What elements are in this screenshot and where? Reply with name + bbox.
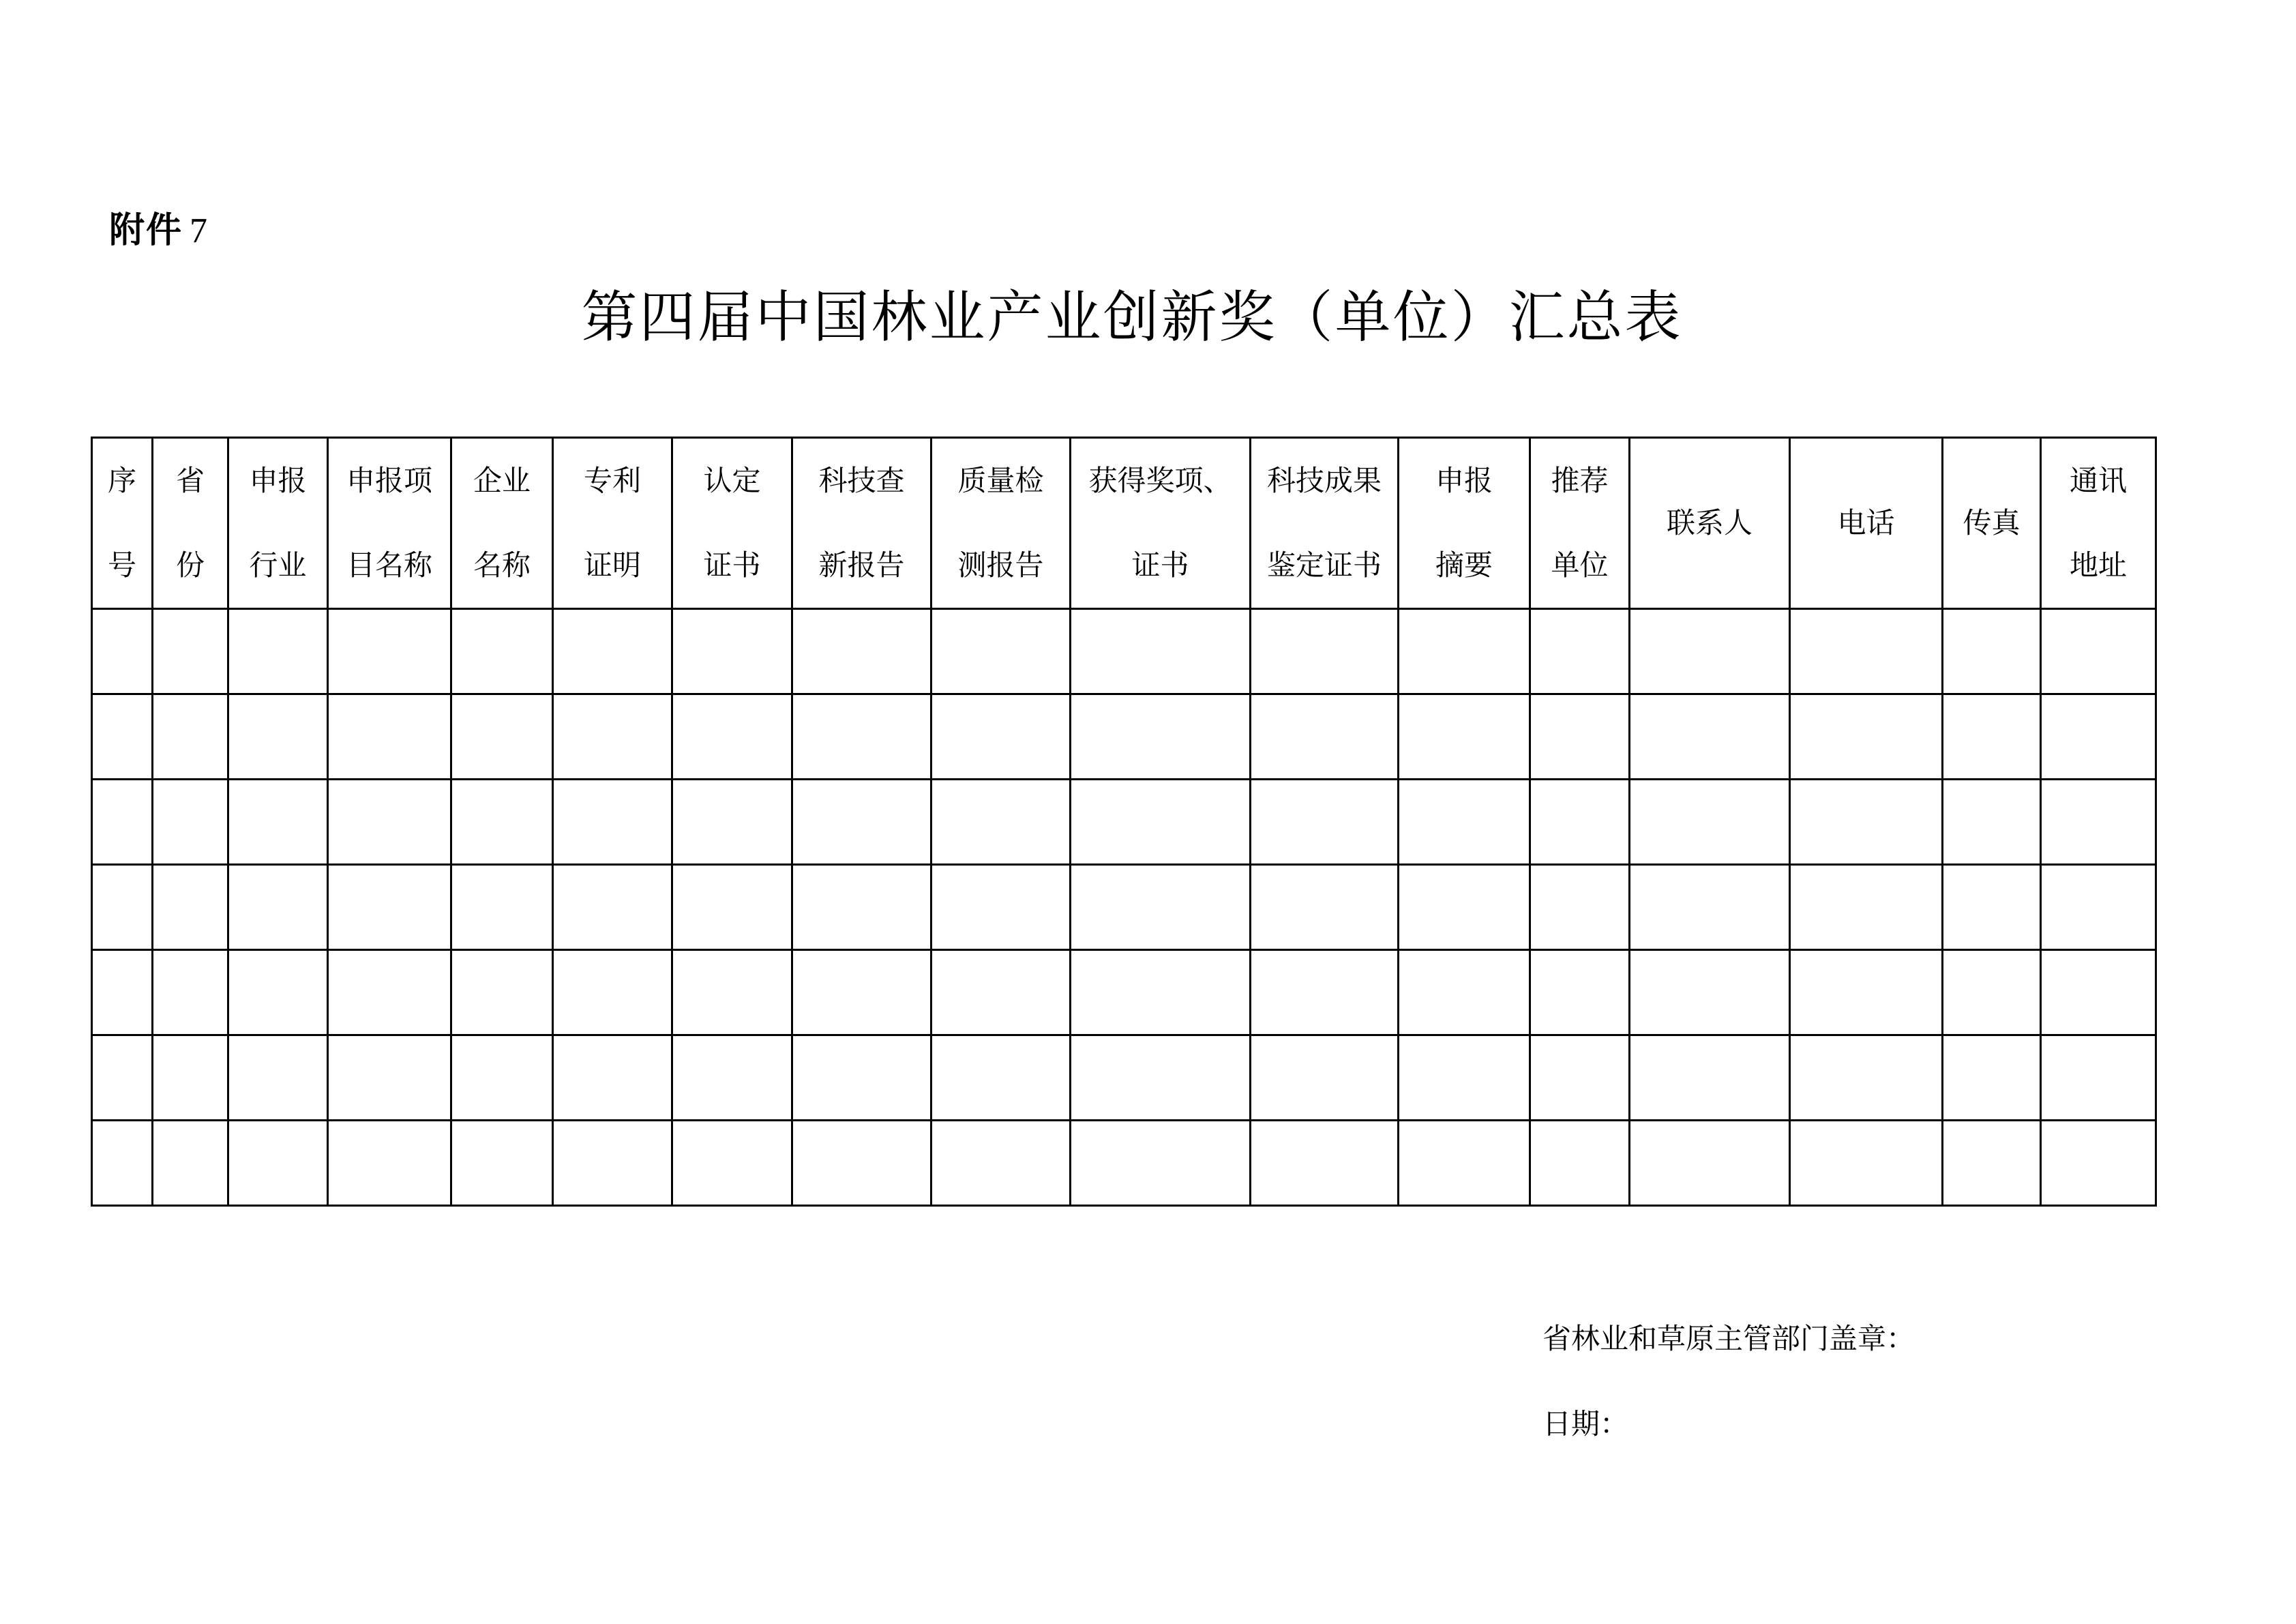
table-cell[interactable]: [1399, 694, 1530, 780]
stamp-label: 省林业和草原主管部门盖章：: [1542, 1322, 1915, 1355]
table-cell[interactable]: [931, 780, 1071, 865]
table-row: [92, 780, 2156, 865]
table-cell[interactable]: [1251, 1121, 1399, 1206]
table-row: [92, 865, 2156, 950]
table-cell[interactable]: [1943, 865, 2041, 950]
summary-table: [91, 437, 2157, 1207]
table-cell[interactable]: [92, 950, 153, 1035]
table-cell[interactable]: [1071, 694, 1251, 780]
table-cell[interactable]: [1530, 950, 1630, 1035]
header-cell-recommender: 推荐 单位: [1530, 438, 1630, 609]
table-cell[interactable]: [2041, 865, 2156, 950]
table-cell[interactable]: [328, 780, 451, 865]
table-cell[interactable]: [228, 780, 328, 865]
table-cell[interactable]: [1943, 780, 2041, 865]
table-cell[interactable]: [553, 609, 672, 694]
table-cell[interactable]: [1530, 609, 1630, 694]
table-cell[interactable]: [2041, 694, 2156, 780]
table-cell[interactable]: [451, 780, 553, 865]
table-cell[interactable]: [553, 780, 672, 865]
table-cell[interactable]: [451, 694, 553, 780]
table-cell[interactable]: [153, 694, 228, 780]
table-cell[interactable]: [1943, 694, 2041, 780]
header-cell-company-name: 企业 名称: [451, 438, 553, 609]
table-cell[interactable]: [1530, 694, 1630, 780]
table-cell[interactable]: [328, 865, 451, 950]
attachment-label: [109, 201, 209, 252]
table-body: [92, 609, 2156, 1206]
header-cell-certification: 认定 证书: [672, 438, 792, 609]
header-cell-fax: 传真: [1943, 438, 2041, 609]
table-cell[interactable]: [1943, 609, 2041, 694]
header-cell-quality-report: 质量检 测报告: [931, 438, 1071, 609]
table-cell[interactable]: [1071, 1035, 1251, 1121]
table-cell[interactable]: [1399, 950, 1530, 1035]
table-cell[interactable]: [553, 1035, 672, 1121]
table-cell[interactable]: [931, 1121, 1071, 1206]
table-cell[interactable]: [1943, 1121, 2041, 1206]
table-cell[interactable]: [2041, 1035, 2156, 1121]
table-cell[interactable]: [92, 865, 153, 950]
table-cell[interactable]: [153, 865, 228, 950]
table-cell[interactable]: [672, 865, 792, 950]
table-cell[interactable]: [1071, 609, 1251, 694]
header-cell-contact: 联系人: [1630, 438, 1790, 609]
table-cell[interactable]: [553, 865, 672, 950]
attachment-text: 附件: [109, 210, 183, 251]
table-cell[interactable]: [1790, 1121, 1943, 1206]
table-cell[interactable]: [2041, 950, 2156, 1035]
table-cell[interactable]: [931, 865, 1071, 950]
date-label: 日期：: [1542, 1407, 1629, 1441]
table-cell[interactable]: [1399, 1035, 1530, 1121]
table-cell[interactable]: [931, 609, 1071, 694]
table-cell[interactable]: [228, 694, 328, 780]
table-cell[interactable]: [931, 1035, 1071, 1121]
table-cell[interactable]: [1630, 865, 1790, 950]
table-cell[interactable]: [1251, 780, 1399, 865]
table-row: [92, 950, 2156, 1035]
table-cell[interactable]: [451, 950, 553, 1035]
table-cell[interactable]: [553, 1121, 672, 1206]
header-cell-awards: 获得奖项、 证书: [1071, 438, 1251, 609]
header-cell-appraisal: 科技成果 鉴定证书: [1251, 438, 1399, 609]
table-cell[interactable]: [1071, 1121, 1251, 1206]
table-row: [92, 609, 2156, 694]
table-cell[interactable]: [1943, 950, 2041, 1035]
header-cell-phone: 电话: [1790, 438, 1943, 609]
table-cell[interactable]: [2041, 1121, 2156, 1206]
table-cell[interactable]: [153, 1121, 228, 1206]
table-cell[interactable]: [792, 780, 931, 865]
header-cell-address: 通讯 地址: [2041, 438, 2156, 609]
table-cell[interactable]: [2041, 609, 2156, 694]
table-cell[interactable]: [1251, 865, 1399, 950]
header-cell-province: 省 份: [153, 438, 228, 609]
table-cell[interactable]: [228, 1121, 328, 1206]
header-cell-serial: 序 号: [92, 438, 153, 609]
table-cell[interactable]: [672, 1121, 792, 1206]
table-cell[interactable]: [153, 950, 228, 1035]
table-cell[interactable]: [1790, 780, 1943, 865]
table-header-row: [92, 438, 2156, 609]
table-cell[interactable]: [451, 1121, 553, 1206]
table-cell[interactable]: [792, 609, 931, 694]
table-cell[interactable]: [451, 865, 553, 950]
page-title: 第四届中国林业产业创新奖（单位）汇总表: [581, 285, 1683, 350]
table-cell[interactable]: [1630, 1121, 1790, 1206]
table-cell[interactable]: [1399, 780, 1530, 865]
table-cell[interactable]: [328, 950, 451, 1035]
table-cell[interactable]: [1071, 780, 1251, 865]
table-cell[interactable]: [792, 1035, 931, 1121]
header-cell-patent: 专利 证明: [553, 438, 672, 609]
table-cell[interactable]: [451, 1035, 553, 1121]
table-cell[interactable]: [672, 780, 792, 865]
header-cell-project-name: 申报项 目名称: [328, 438, 451, 609]
table-cell[interactable]: [1790, 950, 1943, 1035]
table-cell[interactable]: [1943, 1035, 2041, 1121]
table-cell[interactable]: [672, 950, 792, 1035]
table-cell[interactable]: [92, 609, 153, 694]
table-cell[interactable]: [1399, 1121, 1530, 1206]
table-cell[interactable]: [792, 865, 931, 950]
table-cell[interactable]: [1071, 865, 1251, 950]
header-cell-novelty-report: 科技查 新报告: [792, 438, 931, 609]
table-cell[interactable]: [1530, 1121, 1630, 1206]
table-cell[interactable]: [1251, 1035, 1399, 1121]
table-cell[interactable]: [1630, 609, 1790, 694]
table-cell[interactable]: [1530, 865, 1630, 950]
table-cell[interactable]: [672, 694, 792, 780]
table-cell[interactable]: [228, 865, 328, 950]
table-cell[interactable]: [1530, 780, 1630, 865]
table-cell[interactable]: [153, 609, 228, 694]
table-cell[interactable]: [1530, 1035, 1630, 1121]
table-cell[interactable]: [792, 1121, 931, 1206]
table-cell[interactable]: [1071, 950, 1251, 1035]
table-cell[interactable]: [553, 694, 672, 780]
table-cell[interactable]: [228, 609, 328, 694]
table-cell[interactable]: [1251, 694, 1399, 780]
table-cell[interactable]: [931, 694, 1071, 780]
table-cell[interactable]: [1251, 609, 1399, 694]
table-cell[interactable]: [792, 694, 931, 780]
table-cell[interactable]: [451, 609, 553, 694]
table-cell[interactable]: [328, 1121, 451, 1206]
table-cell[interactable]: [1630, 694, 1790, 780]
table-row: [92, 694, 2156, 780]
table-cell[interactable]: [1630, 950, 1790, 1035]
table-cell[interactable]: [672, 1035, 792, 1121]
table-cell[interactable]: [1790, 694, 1943, 780]
table-cell[interactable]: [1790, 1035, 1943, 1121]
table-cell[interactable]: [1630, 1035, 1790, 1121]
table-cell[interactable]: [1251, 950, 1399, 1035]
table-cell[interactable]: [153, 1035, 228, 1121]
table-cell[interactable]: [328, 694, 451, 780]
table-cell[interactable]: [228, 1035, 328, 1121]
table-cell[interactable]: [792, 950, 931, 1035]
header-cell-abstract: 申报 摘要: [1399, 438, 1530, 609]
table-cell[interactable]: [2041, 780, 2156, 865]
table-cell[interactable]: [328, 609, 451, 694]
table-cell[interactable]: [1399, 609, 1530, 694]
table-cell[interactable]: [1790, 865, 1943, 950]
table-cell[interactable]: [92, 780, 153, 865]
table-cell[interactable]: [92, 1035, 153, 1121]
table-cell[interactable]: [92, 1121, 153, 1206]
table-cell[interactable]: [1399, 865, 1530, 950]
table-cell[interactable]: [228, 950, 328, 1035]
table-cell[interactable]: [931, 950, 1071, 1035]
table-cell[interactable]: [92, 694, 153, 780]
table-cell[interactable]: [553, 950, 672, 1035]
table-cell[interactable]: [328, 1035, 451, 1121]
table-cell[interactable]: [672, 609, 792, 694]
table-cell[interactable]: [1790, 609, 1943, 694]
table-row: [92, 1121, 2156, 1206]
header-cell-industry: 申报 行业: [228, 438, 328, 609]
table-cell[interactable]: [153, 780, 228, 865]
table-row: [92, 1035, 2156, 1121]
attachment-number: 7: [190, 211, 209, 250]
table-cell[interactable]: [1630, 780, 1790, 865]
